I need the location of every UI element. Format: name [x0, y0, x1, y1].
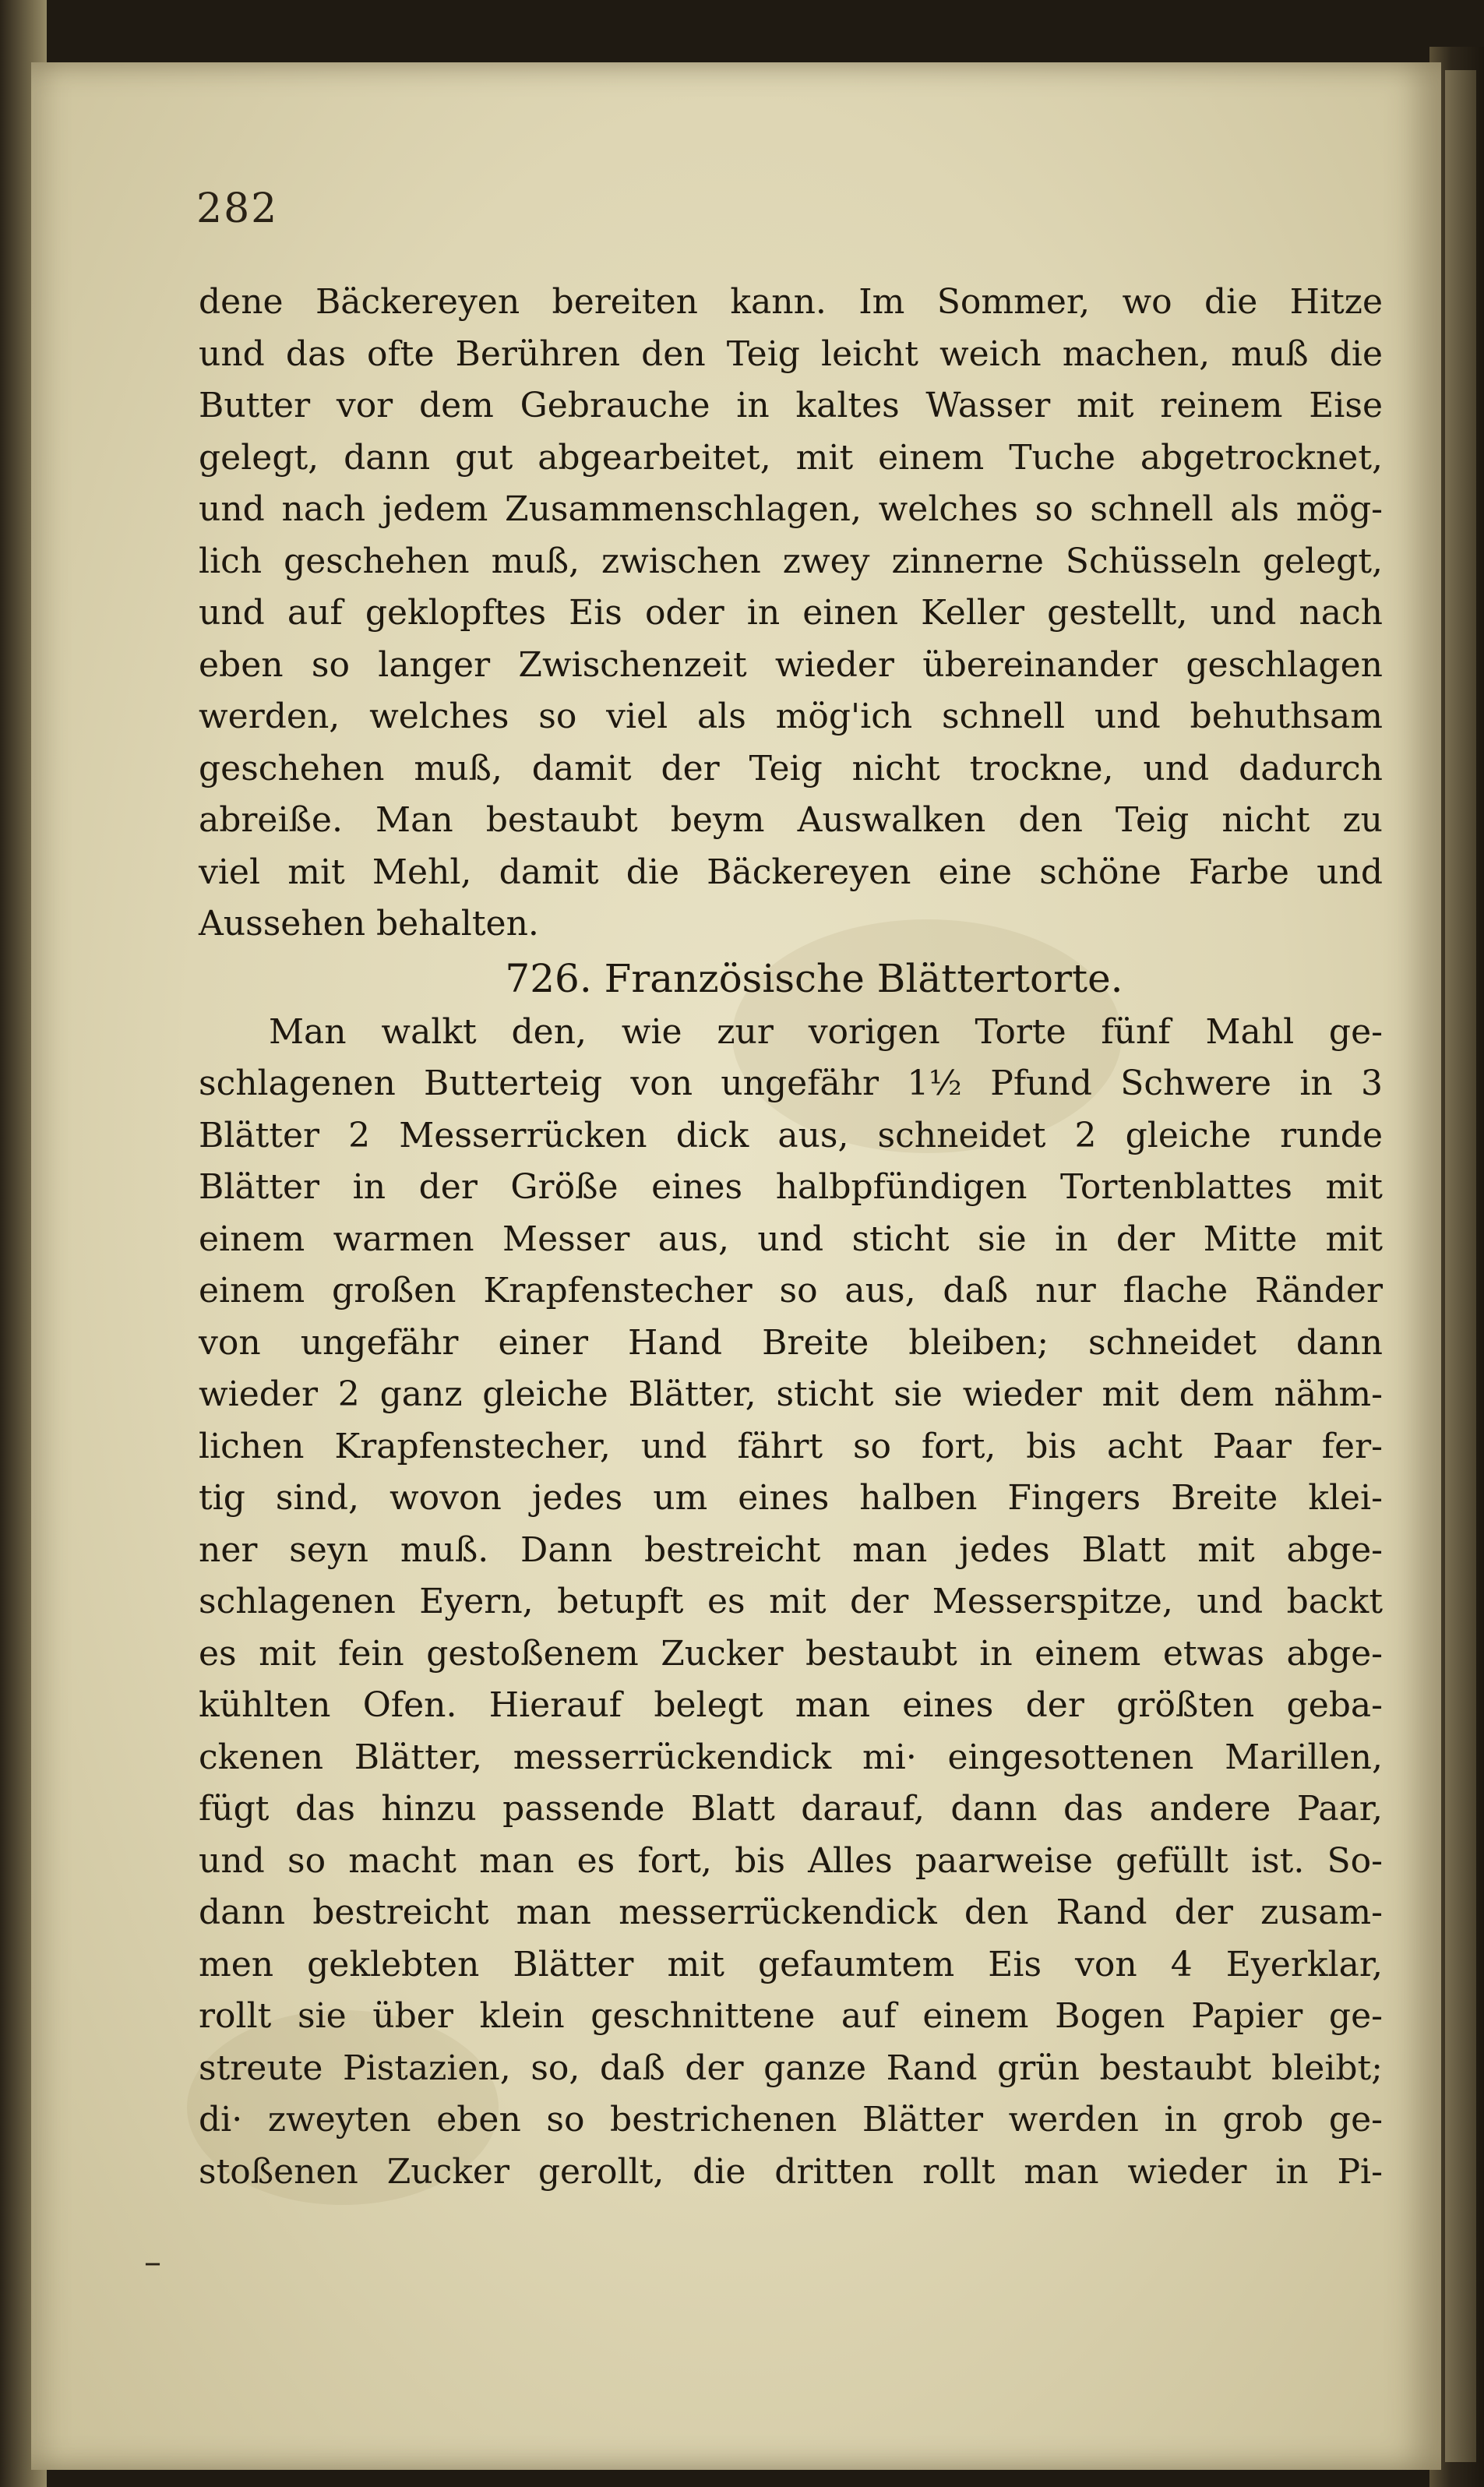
text-line: abreiße. Man bestaubt beym Auswalken den Teig nicht zu	[199, 800, 1383, 840]
text-line: von ungefähr einer Hand Breite bleiben; schneidet dann	[199, 1322, 1383, 1363]
text-line: Aussehen behalten.	[199, 904, 539, 944]
text-line: stoßenen Zucker gerollt, die dritten rollt man wieder in Pi-	[199, 2151, 1383, 2192]
text-line: schlagenen Butterteig von ungefähr 1½ Pfund Schwere in 3	[199, 1064, 1383, 1103]
text-line: lichen Krapfenstecher, und fährt so fort, bis acht Paar fer-	[199, 1426, 1383, 1466]
margin-mark: –	[144, 2242, 161, 2282]
text-line: fügt das hinzu passende Blatt darauf, dann das andere Paar,	[199, 1789, 1383, 1829]
text-line: dene Bäckereyen bereiten kann. Im Sommer, wo die Hitze	[199, 282, 1383, 322]
text-line: di· zweyten eben so bestrichenen Blätter werden in grob ge-	[199, 2100, 1383, 2140]
text-line: viel mit Mehl, damit die Bäckereyen eine schöne Farbe und	[199, 852, 1383, 892]
text-line: geschehen muß, damit der Teig nicht trockne, und dadurch	[199, 748, 1383, 788]
text-line: streute Pistazien, so, daß der ganze Rand grün bestaubt bleibt;	[199, 2048, 1383, 2088]
text-line: dann bestreicht man messerrückendick den Rand der zusam-	[199, 1893, 1383, 1932]
text-line: kühlten Ofen. Hierauf belegt man eines der größten geba-	[199, 1685, 1383, 1725]
text-line: Man walkt den, wie zur vorigen Torte fünf Mahl ge-	[269, 1011, 1383, 1052]
text-line: einem großen Krapfenstecher so aus, daß nur flache Ränder	[199, 1271, 1383, 1311]
text-line: Blätter in der Größe eines halbpfündigen Tortenblattes mit	[199, 1167, 1383, 1207]
text-line: gelegt, dann gut abgearbeitet, mit einem Tuche abgetrocknet,	[199, 437, 1383, 478]
text-line: eben so langer Zwischenzeit wieder übereinander geschlagen	[199, 644, 1383, 685]
text-line: ner seyn muß. Dann bestreicht man jedes Blatt mit abge-	[199, 1529, 1383, 1570]
text-line: ckenen Blätter, messerrückendick mi· eingesottenen Marillen,	[199, 1737, 1383, 1777]
text-line: und das ofte Berühren den Teig leicht weich machen, muß die	[199, 333, 1383, 374]
text-line: rollt sie über klein geschnittene auf einem Bogen Papier ge-	[199, 1996, 1383, 2036]
text-line: schlagenen Eyern, betupft es mit der Messerspitze, und backt	[199, 1582, 1383, 1621]
text-line: tig sind, wovon jedes um eines halben Fingers Breite klei-	[199, 1478, 1383, 1518]
text-line: und nach jedem Zusammenschlagen, welches so schnell als mög-	[199, 489, 1383, 529]
right-page-edge	[1445, 70, 1476, 2462]
text-line: wieder 2 ganz gleiche Blätter, sticht sie wieder mit dem nähm-	[199, 1374, 1383, 1414]
text-line: lich geschehen muß, zwischen zwey zinnerne Schüsseln gelegt,	[199, 541, 1383, 581]
text-line: Butter vor dem Gebrauche in kaltes Wasser mit reinem Eise	[199, 386, 1383, 425]
text-line: werden, welches so viel als mög'ich schnell und behuthsam	[199, 697, 1383, 736]
body-text	[199, 277, 1383, 2198]
text-line: es mit fein gestoßenem Zucker bestaubt in einem etwas abge-	[199, 1633, 1383, 1674]
recipe-heading: 726. Französische Blättertorte.	[505, 955, 1123, 1001]
text-line: men geklebten Blätter mit gefaumtem Eis von 4 Eyerklar,	[199, 1944, 1383, 1984]
text-line: einem warmen Messer aus, und sticht sie in der Mitte mit	[199, 1219, 1383, 1259]
text-line: und so macht man es fort, bis Alles paarweise gefüllt ist. So-	[199, 1840, 1383, 1881]
text-line: und auf geklopftes Eis oder in einen Keller gestellt, und nach	[199, 593, 1383, 633]
page-number: 282	[196, 185, 279, 232]
text-line: Blätter 2 Messerrücken dick aus, schneidet 2 gleiche runde	[199, 1115, 1383, 1155]
